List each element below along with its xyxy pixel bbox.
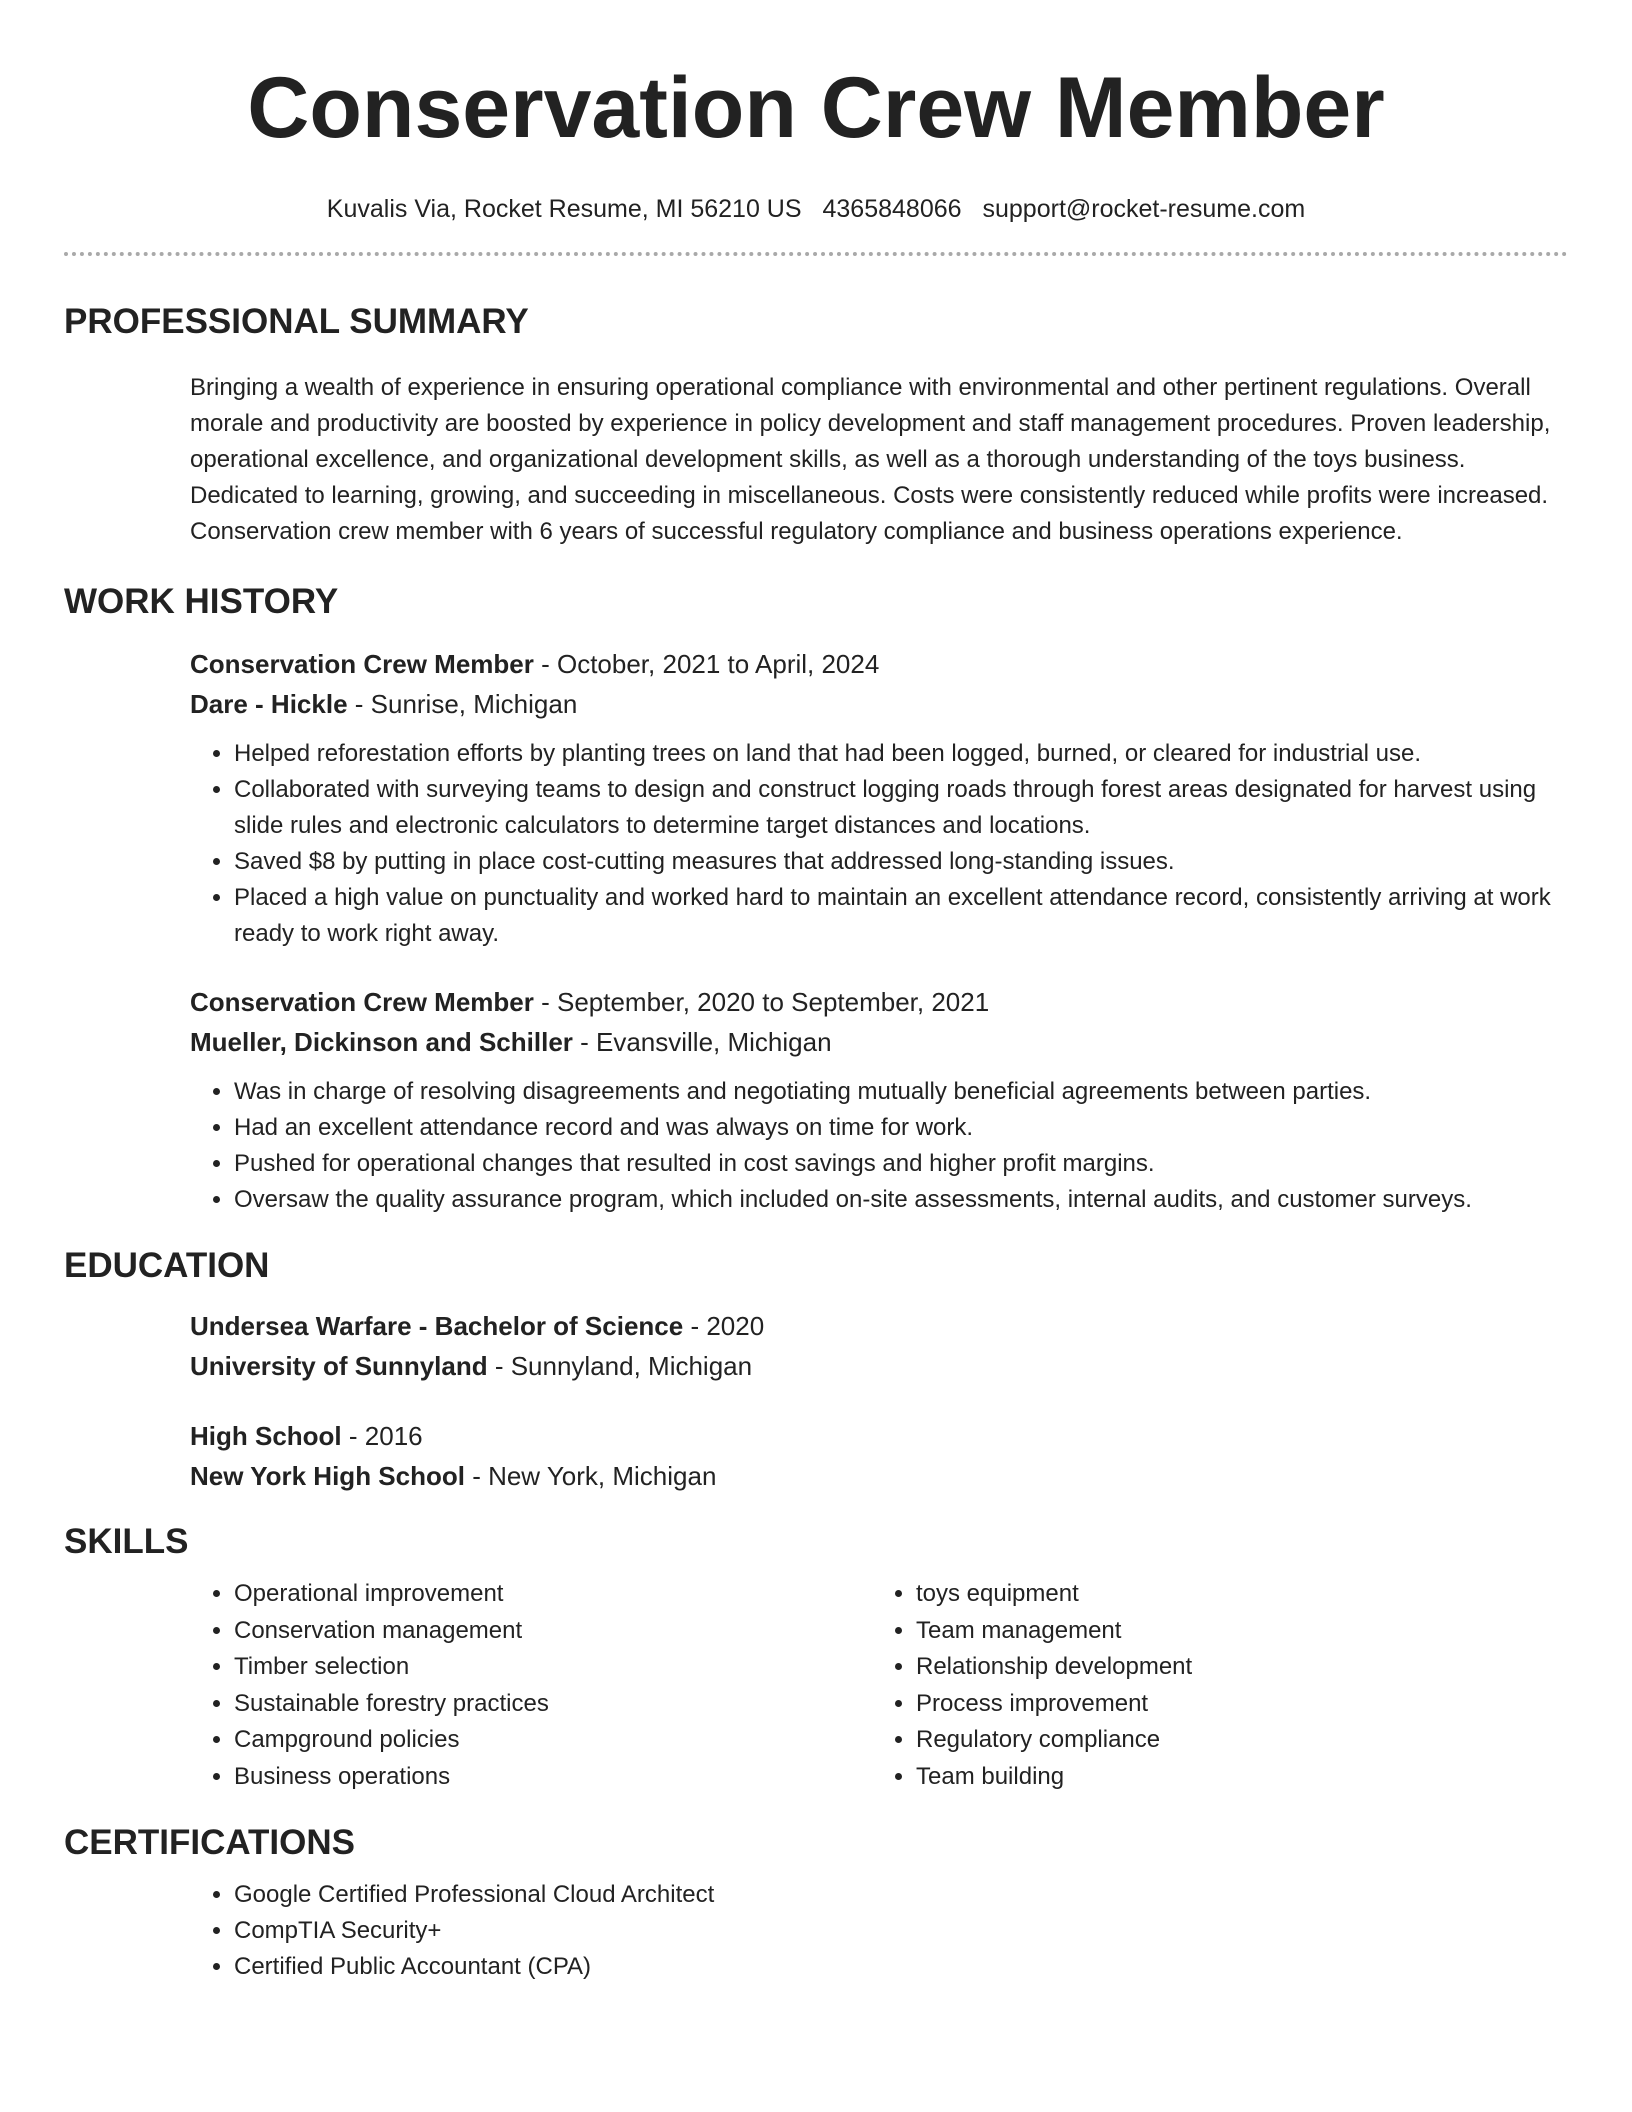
skill-item: • Relationship development [916,1649,1472,1686]
summary-heading: PROFESSIONAL SUMMARY [64,302,529,341]
job-company: Dare - Hickle [190,689,348,719]
skill-item: • Team building [916,1759,1472,1796]
job-bullet: • Was in charge of resolving disagreements and negotiating mutually beneficial agreements between parties. [234,1074,1568,1110]
education-school: New York High School [190,1461,465,1491]
job-company-line [190,684,1568,724]
candidate-name: Conservation Crew Member [247,60,1385,156]
job-location: - Sunrise, Michigan [347,689,578,719]
job-location: - Evansville, Michigan [572,1027,832,1057]
job-company: Mueller, Dickinson and Schiller [190,1027,573,1057]
summary-text: Bringing a wealth of experience in ensuring operational compliance with environmental and other pertinent regulations. Overall morale and productivity are boosted by experience in policy development and staff management procedures. Proven leadership, operational excellence, and organizational development skills, as well as a thorough understanding of the toys business. Dedicated to learning, growing, and succeeding in miscellaneous. Costs were consistently reduced while profits were increased. Conservation crew member with 6 years of successful regulatory compliance and business operations experience. [190,374,1551,545]
skill-item: • Timber selection [234,1649,872,1686]
skills-heading: SKILLS [64,1522,189,1561]
skills-column-right [872,1576,1472,1795]
certifications-heading: CERTIFICATIONS [64,1823,356,1862]
education-heading: EDUCATION [64,1246,270,1285]
job-bullet: • Pushed for operational changes that resulted in cost savings and higher profit margins. [234,1146,1568,1182]
certifications-list [190,1877,1568,1985]
job-title-line [190,644,1568,684]
education-school-line [190,1456,1568,1496]
work-history-heading: WORK HISTORY [64,582,339,621]
certification-item: • Certified Public Accountant (CPA) [234,1949,1568,1985]
job-title-line [190,982,1568,1022]
skill-item: • Regulatory compliance [916,1722,1472,1759]
job-bullets [190,1074,1568,1218]
job-bullets [190,736,1568,952]
skills-column-left [190,1576,872,1795]
education-location: - New York, Michigan [464,1461,717,1491]
job-entry [190,644,1568,952]
job-bullet: • Had an excellent attendance record and was always on time for work. [234,1110,1568,1146]
certification-item: • Google Certified Professional Cloud Architect [234,1877,1568,1913]
education-degree: High School [190,1421,342,1451]
education-entry [190,1306,1568,1386]
contact-line [64,194,1568,224]
header-divider [64,252,1568,256]
job-role: Conservation Crew Member [190,987,534,1017]
skills-list [190,1576,1568,1795]
job-bullet: • Helped reforestation efforts by planting trees on land that had been logged, burned, or cleared for industrial use. [234,736,1568,772]
skill-item: • Sustainable forestry practices [234,1686,872,1723]
skill-item: • Campground policies [234,1722,872,1759]
education-location: - Sunnyland, Michigan [487,1351,753,1381]
contact-address: Kuvalis Via, Rocket Resume, MI 56210 US [326,195,802,223]
job-dates: - September, 2020 to September, 2021 [533,987,990,1017]
education-degree-line [190,1306,1568,1346]
skill-item: • Conservation management [234,1613,872,1650]
certification-item: • CompTIA Security+ [234,1913,1568,1949]
skill-item: • Business operations [234,1759,872,1796]
job-bullet: • Collaborated with surveying teams to design and construct logging roads through forest areas designated for harvest using slide rules and electronic calculators to determine target distances and locations. [234,772,1568,844]
education-degree-line [190,1416,1568,1456]
skill-item: • toys equipment [916,1576,1472,1613]
contact-email: support@rocket-resume.com [982,195,1306,223]
contact-phone: 4365848066 [822,195,962,223]
education-school-line [190,1346,1568,1386]
education-year: - 2016 [341,1421,423,1451]
job-role: Conservation Crew Member [190,649,534,679]
skill-item: • Operational improvement [234,1576,872,1613]
education-entry [190,1416,1568,1496]
skill-item: • Team management [916,1613,1472,1650]
job-company-line [190,1022,1568,1062]
job-dates: - October, 2021 to April, 2024 [533,649,880,679]
job-bullet: • Placed a high value on punctuality and worked hard to maintain an excellent attendance record, consistently arriving at work ready to work right away. [234,880,1568,952]
education-school: University of Sunnyland [190,1351,488,1381]
job-entry [190,982,1568,1218]
education-degree: Undersea Warfare - Bachelor of Science [190,1311,684,1341]
skill-item: • Process improvement [916,1686,1472,1723]
education-year: - 2020 [683,1311,765,1341]
job-bullet: • Oversaw the quality assurance program, which included on-site assessments, internal audits, and customer surveys. [234,1182,1568,1218]
job-bullet: • Saved $8 by putting in place cost-cutting measures that addressed long-standing issues. [234,844,1568,880]
